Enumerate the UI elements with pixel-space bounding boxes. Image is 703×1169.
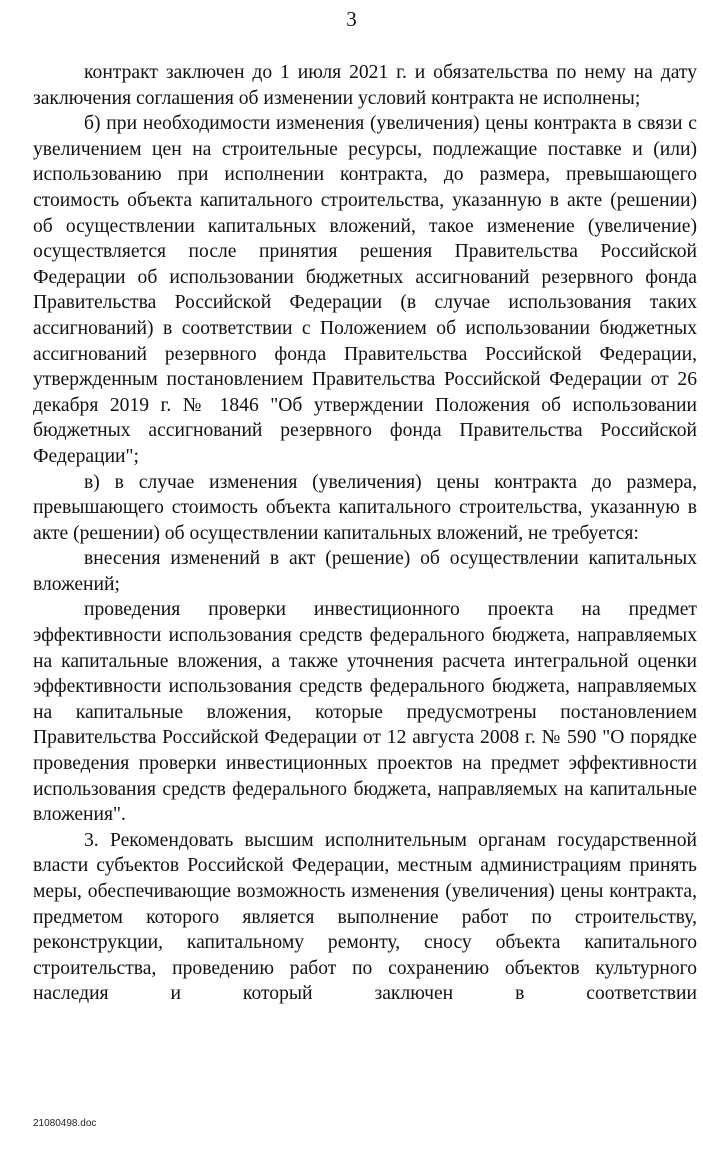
footer-filename: 21080498.doc [33,1118,97,1129]
paragraph-continuation: контракт заключен до 1 июля 2021 г. и обязательства по нему на дату заключения соглашения об изменении условий контракта не исполнены; [33,62,697,109]
paragraph-item-v-1: внесения изменений в акт (решение) об осуществлении капитальных вложений; [33,548,697,595]
paragraph-item-v-2: проведения проверки инвестиционного проекта на предмет эффективности использования средств федерального бюджета, направляемых на капитальные вложения, а также уточнения расчета интегральной оценки эффективности использования средств федерального бюджета, направляемых на капитальные вложения, которые предусмотрены постановлением Правительства Российской Федерации от 12 августа 2008 г. № 590 "О порядке проведения проверки инвестиционных проектов на предмет эффективности использования средств федерального бюджета, направляемых на капитальные вложения". [33,599,697,826]
paragraph-item-b: б) при необходимости изменения (увеличения) цены контракта в связи с увеличением цен на строительные ресурсы, подлежащие поставке и (или) использованию при исполнении контракта, до размера, превышающего стоимость объекта капитального строительства, указанную в акте (решении) об осуществлении капитальных вложений, такое изменение (увеличение) осуществляется после принятия решения Правительства Российской Федерации об использовании бюджетных ассигнований резервного фонда Правительства Российской Федерации (в случае использования таких ассигнований) в соответствии с Положением об использовании бюджетных ассигнований резервного фонда Правительства Российской Федерации, утвержденным постановлением Правительства Российской Федерации от 26 декабря 2019 г. № 1846 "Об утверждении Положения об использовании бюджетных ассигнований резервного фонда Правительства Российской Федерации"; [33,113,697,467]
document-body [33,60,697,1007]
paragraph-item-3: 3. Рекомендовать высшим исполнительным органам государственной власти субъектов Российской Федерации, местным администрациям принять меры, обеспечивающие возможность изменения (увеличения) цены контракта, предметом которого является выполнение работ по строительству, реконструкции, капитальному ремонту, сносу объекта капитального строительства, проведению работ по сохранению объектов культурного наследия и который заключен в соответствии [33,829,697,1005]
page-number: 3 [346,7,357,31]
paragraph-item-v: в) в случае изменения (увеличения) цены контракта до размера, превышающего стоимость объекта капитального строительства, указанную в акте (решении) об осуществлении капитальных вложений, не требуется: [33,471,697,544]
